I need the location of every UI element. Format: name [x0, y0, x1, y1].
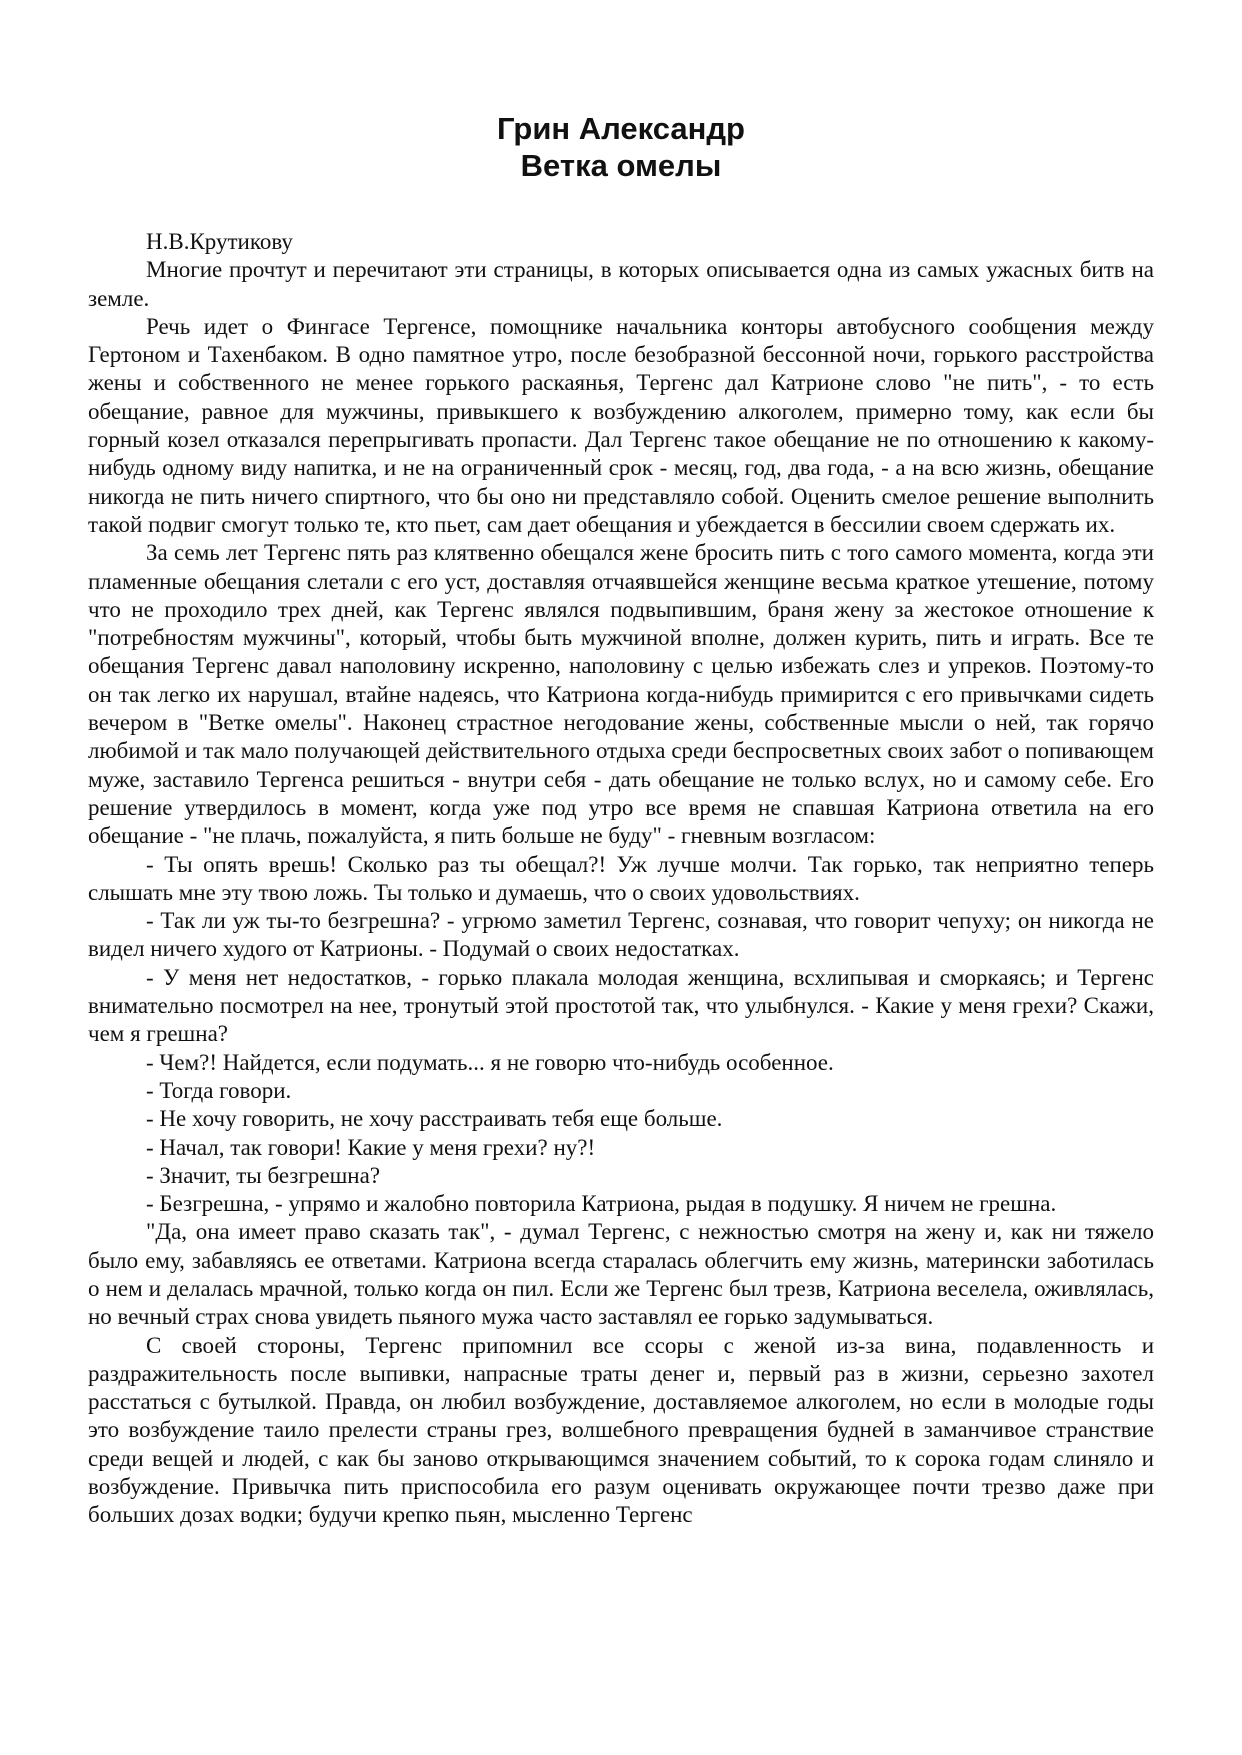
paragraph: "Да, она имеет право сказать так", - думал Тергенс, с нежностью смотря на жену и, как ни тяжело было ему, забавляясь ее ответами. Катриона всегда старалась облегчить ему жизнь, матерински заботилась о нем и делалась мрачной, только когда он пил. Если же Тергенс был трезв, Катриона веселела, оживлялась, но вечный страх снова увидеть пьяного мужа часто заставлял ее горько задумываться.	[88, 1219, 1154, 1330]
document-page	[88, 110, 1154, 1530]
paragraph: - Так ли уж ты-то безгрешна? - угрюмо заметил Тергенс, сознавая, что говорит чепуху; он никогда не видел ничего худого от Катрионы. - Подумай о своих недостатках.	[88, 908, 1154, 962]
paragraph: Речь идет о Фингасе Тергенсе, помощнике начальника конторы автобусного сообщения между Гертоном и Тахенбаком. В одно памятное утро, после безобразной бессонной ночи, горького расстройства жены и собственного не менее горького раскаянья, Тергенс дал Катрионе слово "не пить", - то есть обещание, равное для мужчины, привыкшего к возбуждению алкоголем, примерно тому, как если бы горный козел отказался перепрыгивать пропасти. Дал Тергенс такое обещание не по отношению к какому-нибудь одному виду напитка, и не на ограниченный срок - месяц, год, два года, - а на всю жизнь, обещание никогда не пить ничего спиртного, что бы оно ни представляло собой. Оценить смелое решение выполнить такой подвиг смогут только те, кто пьет, сам дает обещания и убеждается в бессилии своем сдержать их.	[88, 313, 1154, 537]
paragraph: - Не хочу говорить, не хочу расстраивать тебя еще больше.	[146, 1106, 723, 1132]
dedication: Н.В.Крутикову	[146, 229, 293, 254]
paragraph: Многие прочтут и перечитают эти страницы, в которых описывается одна из самых ужасных битв на земле.	[88, 257, 1154, 311]
work-title: Ветка омелы	[520, 148, 722, 183]
paragraph: За семь лет Тергенс пять раз клятвенно обещался жене бросить пить с того самого момента, когда эти пламенные обещания слетали с его уст, доставляя отчаявшейся женщине весьма краткое утешение, потому что не проходило трех дней, как Тергенс являлся подвыпившим, браня жену за жестокое отношение к "потребностям мужчины", который, чтобы быть мужчиной вполне, должен курить, пить и играть. Все те обещания Тергенс давал наполовину искренно, наполовину с целью избежать слез и упреков. Поэтому-то он так легко их нарушал, втайне надеясь, что Катриона когда-нибудь примирится с его привычками сидеть вечером в "Ветке омелы". Наконец страстное негодование жены, собственные мысли о ней, так горячо любимой и так мало получающей действительного отдыха среди беспросветных своих забот о попивающем муже, заставило Тергенса решиться - внутри себя - дать обещание не только вслух, но и самому себе. Его решение утвердилось в момент, когда уже под утро все время не спавшая Катриона ответила на его обещание - "не плачь, пожалуйста, я пить больше не буду" - гневным возгласом:	[88, 540, 1154, 849]
paragraph: С своей стороны, Тергенс припомнил все ссоры с женой из-за вина, подавленность и раздражительность после выпивки, напрасные траты денег и, первый раз в жизни, серьезно захотел расстаться с бутылкой. Правда, он любил возбуждение, доставляемое алкоголем, но если в молодые годы это возбуждение таило прелести страны грез, волшебного превращения будней в заманчивое странствие среди вещей и людей, с как бы заново открывающимся значением событий, то к сорока годам слиняло и возбуждение. Привычка пить приспособила его разум оценивать окружающее почти трезво даже при больших дозах водки; будучи крепко пьян, мысленно Тергенс	[88, 1332, 1154, 1528]
paragraph: - Чем?! Найдется, если подумать... я не говорю что-нибудь особенное.	[146, 1049, 834, 1075]
paragraph: - Значит, ты безгрешна?	[146, 1162, 381, 1188]
title-block	[88, 110, 1154, 184]
paragraph: - У меня нет недостатков, - горько плакала молодая женщина, всхлипывая и сморкаясь; и Тергенс внимательно посмотрел на нее, тронутый этой простотой так, что улыбнулся. - Какие у меня грехи? Скажи, чем я грешна?	[88, 964, 1154, 1047]
paragraph: - Тогда говори.	[146, 1077, 292, 1103]
paragraph: - Безгрешна, - упрямо и жалобно повторила Катриона, рыдая в подушку. Я ничем не грешна.	[146, 1191, 1057, 1217]
paragraph: - Начал, так говори! Какие у меня грехи? ну?!	[146, 1134, 596, 1160]
paragraph: - Ты опять врешь! Сколько раз ты обещал?! Уж лучше молчи. Так горько, так неприятно теперь слышать мне эту твою ложь. Ты только и думаешь, что о своих удовольствиях.	[88, 851, 1154, 905]
body-text	[88, 228, 1154, 1530]
author-name: Грин Александр	[497, 111, 745, 146]
